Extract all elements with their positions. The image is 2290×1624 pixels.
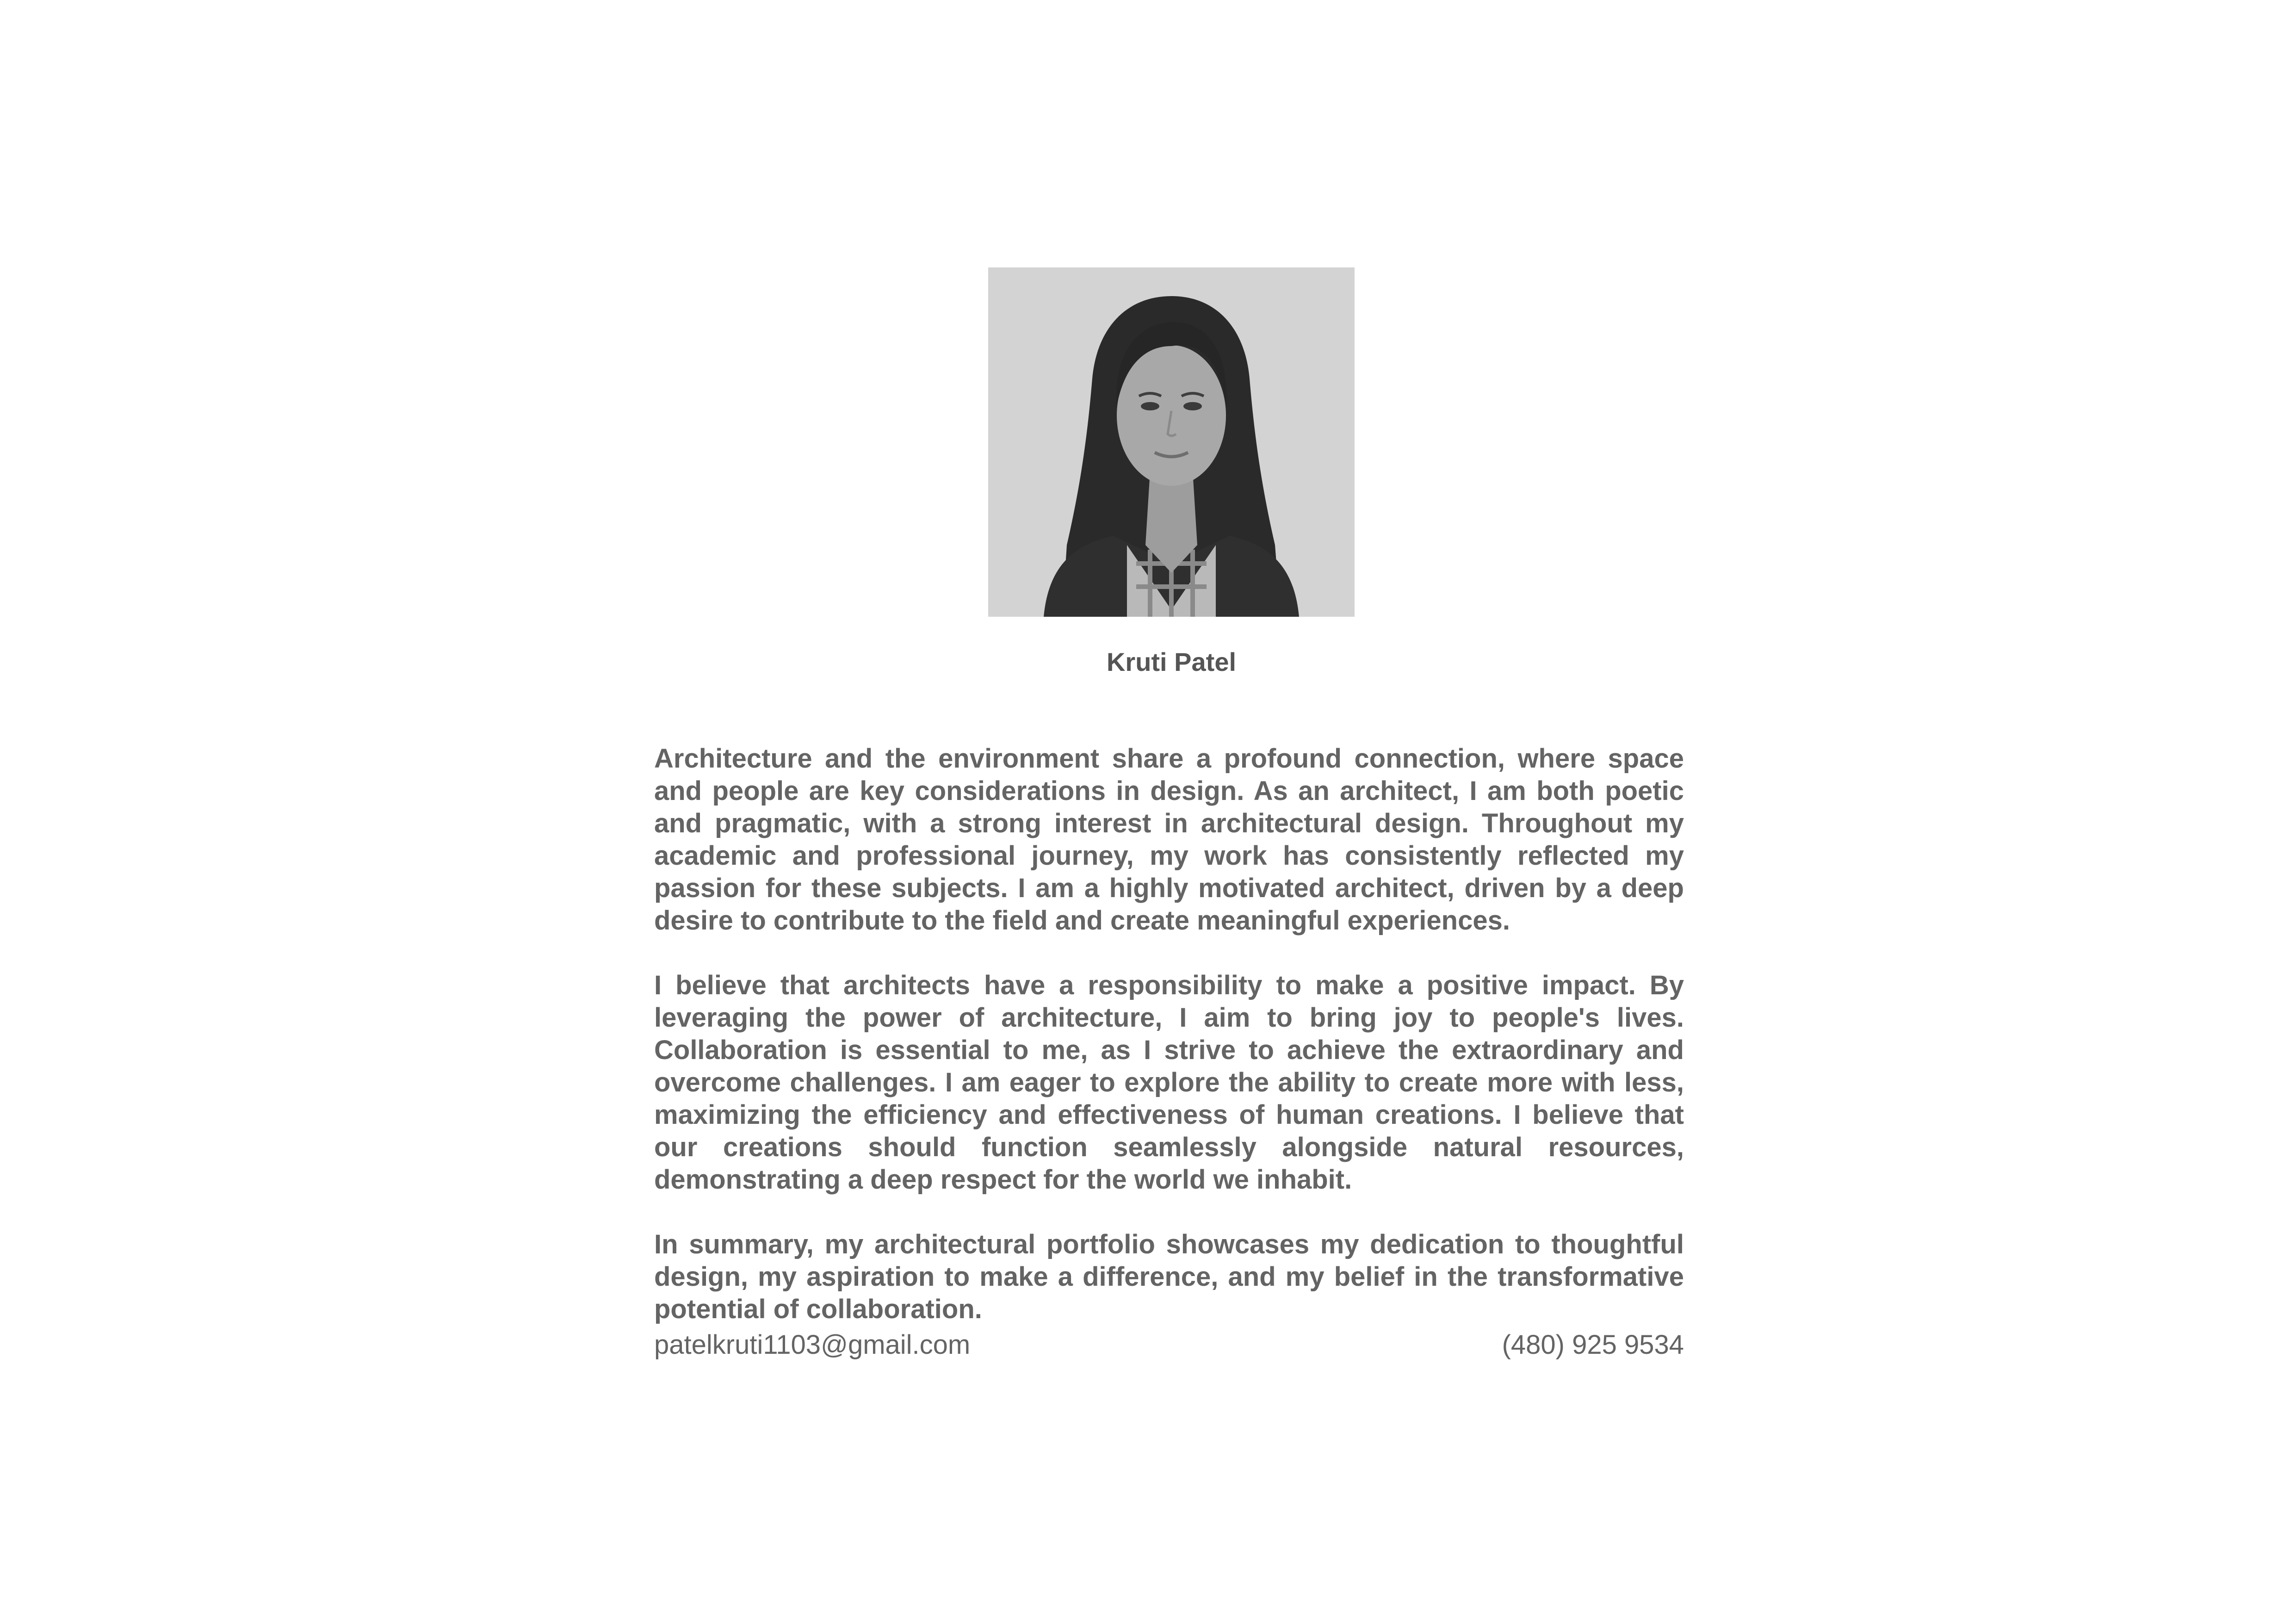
portrait-photo xyxy=(988,267,1355,617)
contact-row xyxy=(654,1329,1684,1361)
person-name: Kruti Patel xyxy=(1106,647,1237,676)
email-address[interactable]: patelkruti1103@gmail.com xyxy=(654,1330,971,1360)
phone-number[interactable]: (480) 925 9534 xyxy=(1502,1330,1684,1360)
bio-section xyxy=(654,743,1684,1358)
bio-paragraph: I believe that architects have a responsibility to make a positive impact. By leveraging the power of architecture, I aim to bring joy to people's lives. Collaboration is essential to me, as I strive to achieve the extraordinary and overcome challenges. I am eager to explore the ability to create more with less, maximizing the efficiency and effectiveness of human creations. I believe that our creations should function seamlessly alongside natural resources, demonstrating a deep respect for the world we inhabit. xyxy=(654,970,1684,1195)
bio-paragraph: In summary, my architectural portfolio showcases my dedication to thoughtful design, my aspiration to make a difference, and my belief in the transformative potential of collaboration. xyxy=(654,1229,1684,1324)
bio-paragraph: Architecture and the environment share a profound connection, where space and people are key considerations in design. As an architect, I am both poetic and pragmatic, with a strong interest in architectural design. Throughout my academic and professional journey, my work has consistently reflected my passion for these subjects. I am a highly motivated architect, driven by a deep desire to contribute to the field and create meaningful experiences. xyxy=(654,744,1684,936)
